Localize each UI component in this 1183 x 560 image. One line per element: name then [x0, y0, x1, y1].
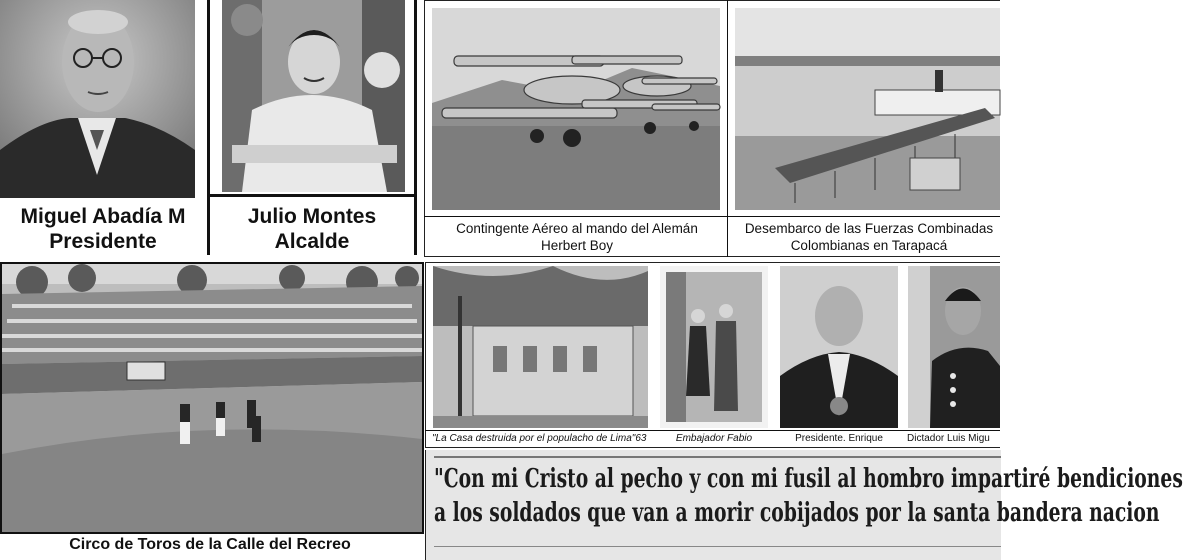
caption-dictador: Dictador Luis Migu — [907, 433, 990, 444]
clipping-line-2: a los soldados que van a morir cobijados por la santa bandera nacion — [434, 498, 1160, 528]
caption-name: Miguel Abadía M — [20, 205, 186, 228]
photo-bullring — [0, 262, 424, 534]
divider-vertical — [414, 0, 417, 255]
photo-landing-tarapaca — [735, 8, 1000, 210]
caption-landing: Desembarco de las Fuerzas Combinadas Colombianas en Tarapacá — [744, 221, 994, 253]
photo-miguel-abadia — [0, 0, 195, 198]
clipping-header-rule — [434, 456, 1001, 458]
photo-julio-montes — [222, 0, 405, 192]
caption-bullring: Circo de Toros de la Calle del Recreo — [69, 536, 351, 553]
caption-miguel-abadia — [0, 204, 206, 254]
divider-horizontal — [425, 430, 1000, 431]
photo-casa-destruida — [433, 266, 648, 428]
caption-casa-destruida: "La Casa destruida por el populacho de Lima"63 — [432, 433, 647, 444]
divider-horizontal — [210, 194, 414, 197]
caption-role: Alcalde — [274, 230, 350, 253]
clipping-line-1: "Con mi Cristo al pecho y con mi fusil al hombro impartiré bendiciones — [434, 464, 1183, 494]
photo-dictador-luis — [908, 266, 1000, 428]
caption-planes: Contingente Aéreo al mando del Alemán Herbert Boy — [456, 221, 698, 253]
photo-presidente-enrique — [780, 266, 898, 428]
photo-embajador — [660, 266, 768, 428]
caption-presidente-enrique: Presidente. Enrique — [795, 433, 883, 444]
newspaper-clipping — [425, 450, 1183, 560]
caption-julio-montes — [210, 204, 414, 254]
divider-horizontal — [424, 216, 1000, 217]
caption-role: Presidente — [49, 230, 157, 253]
caption-embajador: Embajador Fabio — [675, 433, 753, 444]
clipping-footer-rule — [434, 546, 1001, 547]
photo-biplanes — [432, 8, 720, 210]
divider-vertical — [727, 0, 728, 257]
caption-name: Julio Montes — [247, 205, 377, 228]
